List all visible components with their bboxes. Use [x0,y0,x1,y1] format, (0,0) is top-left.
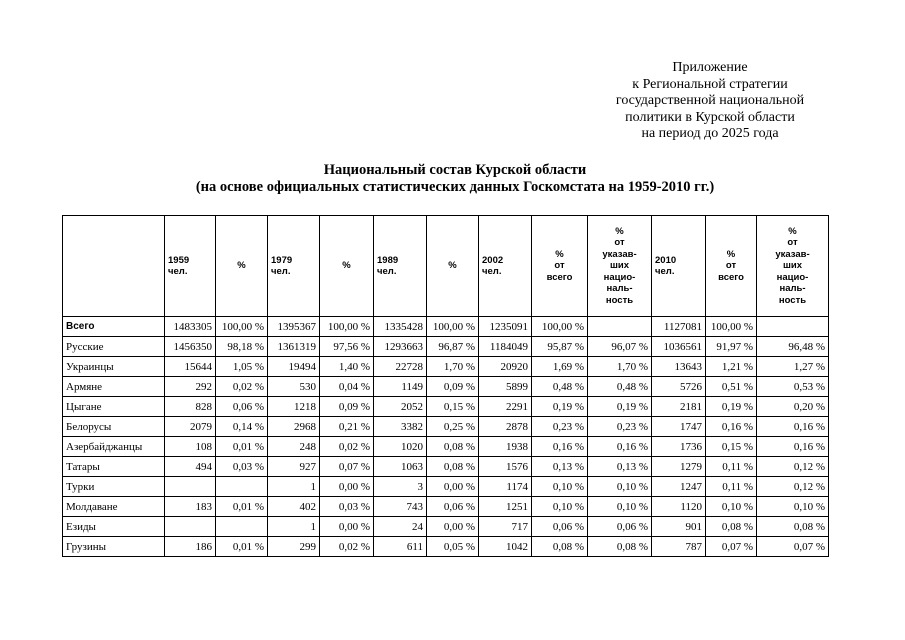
cell-2002: 20920 [479,357,532,377]
row-name: Белорусы [63,417,165,437]
cell-pct-indicated-2002: 0,06 % [588,517,652,537]
row-name: Русские [63,337,165,357]
cell-pct-1989: 0,08 % [427,457,479,477]
cell-1989: 1063 [374,457,427,477]
cell-2010: 1736 [652,437,706,457]
appendix-line: государственной национальной [615,93,805,108]
cell-pct-1989: 0,00 % [427,517,479,537]
cell-1989: 743 [374,497,427,517]
cell-pct-indicated-2010: 0,08 % [757,517,829,537]
cell-pct-total-2002: 0,23 % [532,417,588,437]
cell-pct-1979: 0,09 % [320,397,374,417]
cell-2002: 1042 [479,537,532,557]
cell-1979: 2968 [268,417,320,437]
cell-1989: 1293663 [374,337,427,357]
cell-pct-total-2010: 91,97 % [706,337,757,357]
cell-1989: 24 [374,517,427,537]
cell-1979: 1361319 [268,337,320,357]
cell-1959: 2079 [165,417,216,437]
cell-pct-1989: 0,15 % [427,397,479,417]
cell-pct-indicated-2002: 1,70 % [588,357,652,377]
cell-pct-1959 [216,517,268,537]
cell-pct-1979: 0,02 % [320,537,374,557]
cell-pct-indicated-2002: 0,19 % [588,397,652,417]
cell-1989: 3 [374,477,427,497]
row-name: Украинцы [63,357,165,377]
table-row [63,497,829,517]
cell-pct-1959: 0,01 % [216,497,268,517]
cell-pct-indicated-2010: 0,12 % [757,457,829,477]
cell-pct-total-2002: 0,16 % [532,437,588,457]
header-pct-indicated-2002: % от указав- ших нацио- наль- ность [588,216,652,317]
cell-pct-total-2010: 0,07 % [706,537,757,557]
header-2010: 2010 чел. [652,216,706,317]
cell-2010: 13643 [652,357,706,377]
cell-1989: 3382 [374,417,427,437]
cell-pct-indicated-2002: 0,16 % [588,437,652,457]
cell-1959: 828 [165,397,216,417]
cell-2002: 2291 [479,397,532,417]
cell-2010: 1247 [652,477,706,497]
cell-pct-1979: 100,00 % [320,317,374,337]
cell-1959 [165,477,216,497]
cell-2002: 1938 [479,437,532,457]
cell-pct-total-2002: 0,10 % [532,477,588,497]
header-1979: 1979 чел. [268,216,320,317]
cell-pct-total-2010: 0,08 % [706,517,757,537]
cell-1979: 402 [268,497,320,517]
row-name: Турки [63,477,165,497]
cell-pct-1979: 0,02 % [320,437,374,457]
cell-2002: 1184049 [479,337,532,357]
cell-pct-indicated-2002: 0,13 % [588,457,652,477]
cell-1989: 1149 [374,377,427,397]
cell-pct-total-2010: 100,00 % [706,317,757,337]
cell-2010: 1747 [652,417,706,437]
cell-pct-1959: 0,06 % [216,397,268,417]
cell-1989: 611 [374,537,427,557]
header-pct-1989: % [427,216,479,317]
cell-pct-1959: 0,01 % [216,437,268,457]
cell-pct-1989: 100,00 % [427,317,479,337]
cell-pct-indicated-2010: 0,16 % [757,437,829,457]
cell-pct-total-2010: 0,11 % [706,457,757,477]
cell-pct-1989: 0,00 % [427,477,479,497]
row-name: Армяне [63,377,165,397]
cell-1959: 1483305 [165,317,216,337]
cell-pct-indicated-2010: 0,20 % [757,397,829,417]
cell-pct-total-2002: 0,19 % [532,397,588,417]
cell-1959: 15644 [165,357,216,377]
appendix-line: к Региональной стратегии [632,76,788,92]
cell-1979: 530 [268,377,320,397]
cell-1989: 1020 [374,437,427,457]
cell-pct-indicated-2010: 96,48 % [757,337,829,357]
cell-pct-indicated-2002: 96,07 % [588,337,652,357]
header-pct-total-2002: % от всего [532,216,588,317]
cell-pct-indicated-2002 [588,317,652,337]
cell-pct-indicated-2010: 0,10 % [757,497,829,517]
cell-pct-indicated-2010: 0,12 % [757,477,829,497]
cell-pct-total-2010: 0,19 % [706,397,757,417]
cell-2010: 1120 [652,497,706,517]
cell-pct-indicated-2002: 0,23 % [588,417,652,437]
cell-pct-1959: 0,14 % [216,417,268,437]
cell-1959: 108 [165,437,216,457]
cell-2002: 717 [479,517,532,537]
cell-pct-1959: 0,01 % [216,537,268,557]
row-name: Езиды [63,517,165,537]
table-row-total [63,317,829,337]
cell-pct-1959: 100,00 % [216,317,268,337]
cell-pct-1959: 1,05 % [216,357,268,377]
cell-1959: 186 [165,537,216,557]
cell-2002: 1235091 [479,317,532,337]
header-1989: 1989 чел. [374,216,427,317]
cell-pct-indicated-2010: 0,53 % [757,377,829,397]
cell-2002: 5899 [479,377,532,397]
table-row [63,397,829,417]
cell-pct-total-2002: 95,87 % [532,337,588,357]
cell-1989: 1335428 [374,317,427,337]
cell-pct-1989: 0,06 % [427,497,479,517]
cell-pct-1979: 0,00 % [320,517,374,537]
header-pct-1979: % [320,216,374,317]
cell-pct-total-2010: 0,11 % [706,477,757,497]
title-line-1: Национальный состав Курской области [323,162,587,178]
row-name: Азербайджанцы [63,437,165,457]
cell-2010: 5726 [652,377,706,397]
cell-pct-1959: 0,03 % [216,457,268,477]
cell-pct-indicated-2010: 0,16 % [757,417,829,437]
cell-pct-indicated-2002: 0,48 % [588,377,652,397]
cell-2010: 1279 [652,457,706,477]
table-row [63,357,829,377]
document-title [40,162,870,196]
cell-pct-1959: 98,18 % [216,337,268,357]
table-row [63,437,829,457]
cell-pct-indicated-2010: 0,07 % [757,537,829,557]
title-line-2: (на основе официальных статистических данных Госкомстата на 1959-2010 гг.) [195,179,715,195]
table-header-row [63,216,829,317]
cell-pct-total-2002: 0,06 % [532,517,588,537]
cell-1979: 1 [268,517,320,537]
table-row [63,537,829,557]
cell-pct-1989: 96,87 % [427,337,479,357]
header-pct-total-2010: % от всего [706,216,757,317]
cell-pct-indicated-2002: 0,10 % [588,477,652,497]
cell-pct-total-2002: 0,13 % [532,457,588,477]
cell-1979: 927 [268,457,320,477]
cell-pct-total-2002: 100,00 % [532,317,588,337]
cell-pct-1979: 0,00 % [320,477,374,497]
cell-pct-indicated-2002: 0,08 % [588,537,652,557]
header-pct-indicated-2010: % от указав- ших нацио- наль- ность [757,216,829,317]
cell-pct-total-2010: 0,15 % [706,437,757,457]
row-name: Грузины [63,537,165,557]
table-row [63,457,829,477]
appendix-line: на период до 2025 года [641,126,779,141]
cell-pct-indicated-2010 [757,317,829,337]
cell-pct-1979: 0,04 % [320,377,374,397]
cell-1979: 299 [268,537,320,557]
cell-pct-1979: 97,56 % [320,337,374,357]
header-2002: 2002 чел. [479,216,532,317]
cell-pct-indicated-2010: 1,27 % [757,357,829,377]
table-row [63,517,829,537]
row-name: Всего [63,317,165,337]
header-1959: 1959 чел. [165,216,216,317]
cell-1989: 2052 [374,397,427,417]
table-row [63,337,829,357]
cell-pct-1979: 0,07 % [320,457,374,477]
cell-1959: 292 [165,377,216,397]
cell-2010: 787 [652,537,706,557]
appendix-line: политики в Курской области [625,109,795,125]
row-name: Татары [63,457,165,477]
ethnic-composition-table [62,215,829,557]
cell-pct-1989: 0,05 % [427,537,479,557]
cell-pct-total-2002: 1,69 % [532,357,588,377]
cell-pct-total-2010: 0,10 % [706,497,757,517]
cell-pct-1979: 0,21 % [320,417,374,437]
cell-2010: 2181 [652,397,706,417]
table-row [63,417,829,437]
cell-1979: 1 [268,477,320,497]
table-row [63,477,829,497]
header-pct-1959: % [216,216,268,317]
cell-2002: 1251 [479,497,532,517]
cell-pct-1989: 0,25 % [427,417,479,437]
cell-1979: 1218 [268,397,320,417]
cell-pct-1979: 0,03 % [320,497,374,517]
appendix-note [560,60,860,143]
cell-1979: 1395367 [268,317,320,337]
cell-pct-total-2002: 0,10 % [532,497,588,517]
cell-2002: 1174 [479,477,532,497]
cell-1959 [165,517,216,537]
cell-pct-1989: 0,08 % [427,437,479,457]
cell-pct-total-2002: 0,08 % [532,537,588,557]
cell-1979: 248 [268,437,320,457]
cell-2010: 1127081 [652,317,706,337]
row-name: Молдаване [63,497,165,517]
cell-pct-total-2002: 0,48 % [532,377,588,397]
cell-pct-indicated-2002: 0,10 % [588,497,652,517]
header-nationality [63,216,165,317]
cell-1959: 1456350 [165,337,216,357]
cell-pct-1959 [216,477,268,497]
cell-pct-1989: 1,70 % [427,357,479,377]
cell-2010: 1036561 [652,337,706,357]
cell-1959: 183 [165,497,216,517]
table-row [63,377,829,397]
row-name: Цыгане [63,397,165,417]
cell-pct-1959: 0,02 % [216,377,268,397]
cell-2010: 901 [652,517,706,537]
cell-1979: 19494 [268,357,320,377]
cell-pct-1979: 1,40 % [320,357,374,377]
cell-1989: 22728 [374,357,427,377]
cell-pct-1989: 0,09 % [427,377,479,397]
cell-pct-total-2010: 0,51 % [706,377,757,397]
cell-pct-total-2010: 1,21 % [706,357,757,377]
cell-2002: 2878 [479,417,532,437]
cell-1959: 494 [165,457,216,477]
cell-2002: 1576 [479,457,532,477]
appendix-line: Приложение [672,60,748,75]
cell-pct-total-2010: 0,16 % [706,417,757,437]
